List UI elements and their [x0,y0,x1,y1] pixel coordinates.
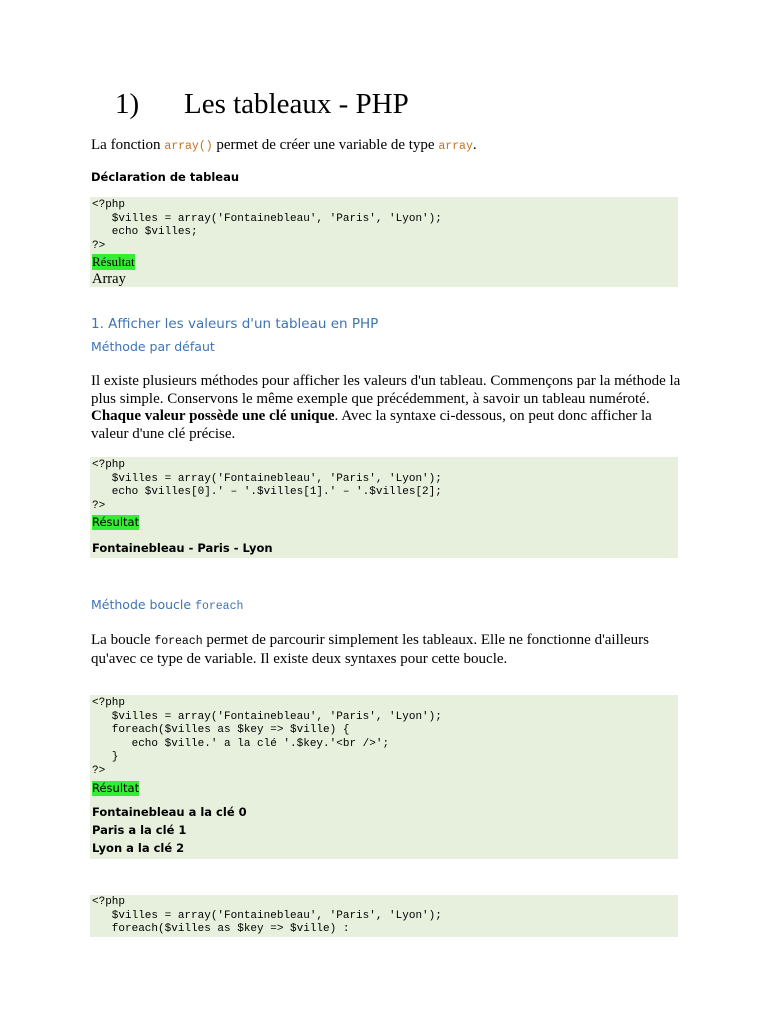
intro-paragraph [91,137,681,156]
page-title [115,84,409,124]
subheading-methode-foreach [91,597,243,613]
intro-text-before: La fonction [91,137,165,153]
afficher-result-value: Fontainebleau - Paris - Lyon [92,541,273,556]
section-heading-afficher: 1. Afficher les valeurs d'un tableau en PHP [91,316,379,332]
declaration-label: Déclaration de tableau [91,170,240,184]
subheading-foreach-text: Méthode boucle [91,597,196,612]
intro-text-middle: permet de créer une variable de type [212,137,439,153]
foreach-code: <?php $villes = array('Fontainebleau', 'Paris', 'Lyon'); foreach($villes as $key => $ville) { echo $ville.' a la clé '.$key.'<br />'; } ?> [92,697,442,777]
foreach-result-label: Résultat [92,780,140,795]
foreach-result-line: Fontainebleau a la clé 0 [92,804,247,819]
inline-code-foreach: foreach [154,635,203,648]
afficher-text-bold: Chaque valeur possède une clé unique [91,408,335,424]
foreach-result-line: Lyon a la clé 2 [92,840,185,855]
inline-code-array-type: array [438,140,473,153]
afficher-paragraph [91,373,683,443]
foreach-result-list [92,803,678,857]
foreach-text-before: La boucle [91,632,155,648]
afficher-text-part2: . Avec la syntaxe ci-dessous, on peut donc afficher la valeur d'une clé précise. [91,408,652,442]
subheading-methode-defaut: Méthode par défaut [91,339,215,354]
foreach-alt-code-block [90,895,678,937]
inline-code-array-func: array() [164,140,213,153]
declaration-code-block [90,197,678,287]
foreach-result-line: Paris a la clé 1 [92,822,187,837]
title-number: 1) [115,88,140,120]
declaration-result-value: Array [92,271,126,288]
intro-text-after: . [472,137,477,153]
afficher-text-part1: Il existe plusieurs méthodes pour afficher les valeurs d'un tableau. Commençons par la méthode la plus simple. Conservons le même exemple que précédemment, à savoir un tableau numéroté. [91,373,681,407]
foreach-paragraph [91,632,683,668]
afficher-code-block [90,457,678,558]
foreach-text-after: permet de parcourir simplement les tableaux. Elle ne fonctionne d'ailleurs qu'avec ce type de variable. Il existe deux syntaxes pour cette boucle. [91,632,649,667]
declaration-code: <?php $villes = array('Fontainebleau', 'Paris', 'Lyon'); echo $villes; ?> [92,199,442,252]
subheading-foreach-code: foreach [195,600,244,613]
declaration-result-label: Résultat [92,254,135,270]
title-text: Les tableaux - PHP [184,88,409,120]
foreach-code-block [90,695,678,859]
afficher-code: <?php $villes = array('Fontainebleau', 'Paris', 'Lyon'); echo $villes[0].' – '.$villes[1].' – '.$villes[2]; ?> [92,459,442,512]
foreach-alt-code: <?php $villes = array('Fontainebleau', 'Paris', 'Lyon'); foreach($villes as $key => $ville) : [92,896,442,936]
afficher-result-label: Résultat [92,515,140,530]
